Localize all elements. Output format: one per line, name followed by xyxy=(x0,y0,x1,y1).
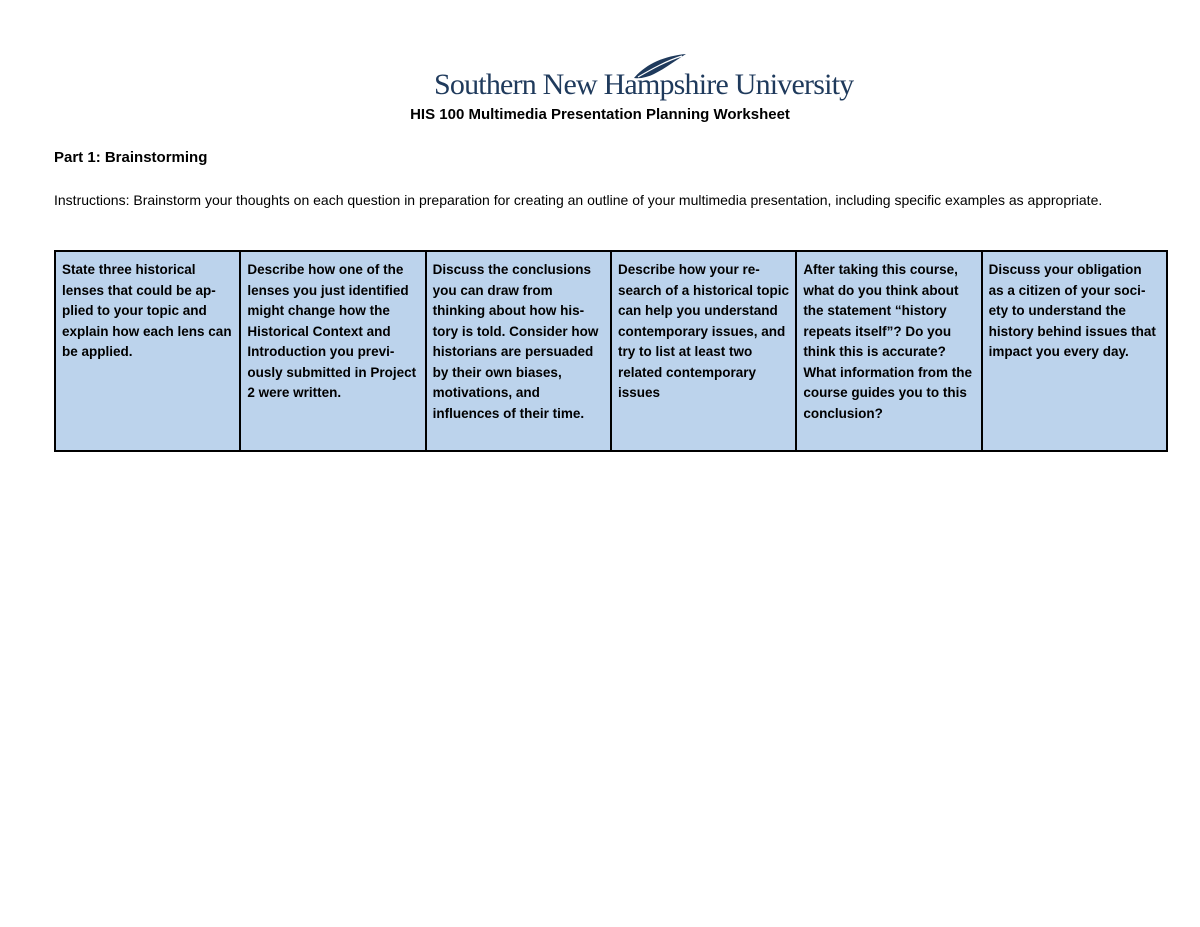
part-heading: Part 1: Brainstorming xyxy=(54,149,208,166)
table-cell: State three historical lenses that could be applied to your topic and explain how each lens can be applied. xyxy=(55,251,240,451)
page-title: HIS 100 Multimedia Presentation Planning Worksheet xyxy=(410,106,790,123)
table-row xyxy=(55,251,1167,451)
logo-wordmark: Southern New Hampshire University xyxy=(434,68,854,101)
table-cell: After taking this course, what do you think about the statement “history repeats itself”? Do you think this is accurate? What information from the course guides you to this conclusion? xyxy=(796,251,981,451)
university-logo xyxy=(434,52,854,104)
table-cell: Discuss your obligation as a citizen of your society to understand the history behind issues that impact you every day. xyxy=(982,251,1167,451)
table-cell: Describe how your research of a historical topic can help you understand contemporary issues, and try to list at least two related contemporary issues xyxy=(611,251,796,451)
brainstorm-table xyxy=(54,250,1168,452)
instructions-text: Instructions: Brainstorm your thoughts on each question in preparation for creating an outline of your multimedia presentation, including specific examples as appropriate. xyxy=(54,192,1103,208)
table-cell: Discuss the conclusions you can draw from thinking about how history is told. Consider how historians are persuaded by their own biases, motivations, and influences of their time. xyxy=(426,251,611,451)
table-cell: Describe how one of the lenses you just identified might change how the Historical Context and Introduction you previously submitted in Project 2 were written. xyxy=(240,251,425,451)
